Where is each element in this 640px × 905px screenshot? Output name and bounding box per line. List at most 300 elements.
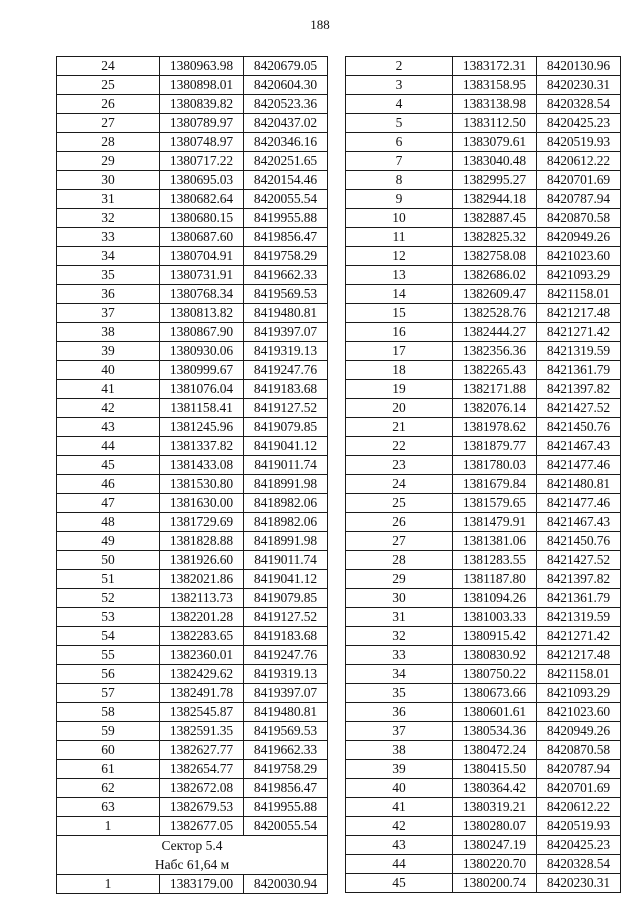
point-number-cell: 56 [57, 665, 160, 684]
x-coordinate-cell: 1382995.27 [453, 171, 537, 190]
table-row [57, 494, 328, 513]
x-coordinate-cell: 1383172.31 [453, 57, 537, 76]
point-number-cell: 42 [57, 399, 160, 418]
table-row [346, 817, 621, 836]
y-coordinate-cell: 8421093.29 [537, 684, 621, 703]
table-row [346, 665, 621, 684]
point-number-cell: 5 [346, 114, 453, 133]
x-coordinate-cell: 1382076.14 [453, 399, 537, 418]
point-number-cell: 21 [346, 418, 453, 437]
point-number-cell: 48 [57, 513, 160, 532]
point-number-cell: 15 [346, 304, 453, 323]
table-row [346, 95, 621, 114]
x-coordinate-cell: 1380768.34 [160, 285, 244, 304]
y-coordinate-cell: 8419041.12 [244, 570, 328, 589]
table-row [57, 95, 328, 114]
x-coordinate-cell: 1380319.21 [453, 798, 537, 817]
point-number-cell: 44 [57, 437, 160, 456]
table-row [346, 532, 621, 551]
x-coordinate-cell: 1380704.91 [160, 247, 244, 266]
y-coordinate-cell: 8421217.48 [537, 304, 621, 323]
x-coordinate-cell: 1382825.32 [453, 228, 537, 247]
point-number-cell: 39 [346, 760, 453, 779]
sector-title: Сектор 5.4 [57, 836, 328, 856]
point-number-cell: 22 [346, 437, 453, 456]
point-number-cell: 35 [346, 684, 453, 703]
table-row [57, 304, 328, 323]
table-row [346, 266, 621, 285]
table-row [346, 684, 621, 703]
point-number-cell: 25 [346, 494, 453, 513]
table-row [346, 513, 621, 532]
x-coordinate-cell: 1380200.74 [453, 874, 537, 893]
point-number-cell: 42 [346, 817, 453, 836]
y-coordinate-cell: 8420701.69 [537, 779, 621, 798]
x-coordinate-cell: 1381076.04 [160, 380, 244, 399]
x-coordinate-cell: 1380364.42 [453, 779, 537, 798]
table-row [346, 608, 621, 627]
y-coordinate-cell: 8421477.46 [537, 456, 621, 475]
y-coordinate-cell: 8420230.31 [537, 76, 621, 95]
table-row [57, 875, 328, 894]
point-number-cell: 23 [346, 456, 453, 475]
y-coordinate-cell: 8421467.43 [537, 513, 621, 532]
y-coordinate-cell: 8419011.74 [244, 551, 328, 570]
y-coordinate-cell: 8421450.76 [537, 418, 621, 437]
table-row [57, 665, 328, 684]
table-row [57, 380, 328, 399]
table-row [346, 304, 621, 323]
y-coordinate-cell: 8420030.94 [244, 875, 328, 894]
point-number-cell: 1 [57, 817, 160, 836]
table-row [57, 570, 328, 589]
table-row [346, 703, 621, 722]
x-coordinate-cell: 1381926.60 [160, 551, 244, 570]
y-coordinate-cell: 8420523.36 [244, 95, 328, 114]
table-row [346, 399, 621, 418]
x-coordinate-cell: 1382627.77 [160, 741, 244, 760]
table-row [57, 418, 328, 437]
point-number-cell: 53 [57, 608, 160, 627]
y-coordinate-cell: 8421397.82 [537, 380, 621, 399]
point-number-cell: 37 [57, 304, 160, 323]
x-coordinate-cell: 1381433.08 [160, 456, 244, 475]
y-coordinate-cell: 8420154.46 [244, 171, 328, 190]
x-coordinate-cell: 1382545.87 [160, 703, 244, 722]
point-number-cell: 40 [346, 779, 453, 798]
point-number-cell: 18 [346, 361, 453, 380]
y-coordinate-cell: 8420328.54 [537, 95, 621, 114]
point-number-cell: 50 [57, 551, 160, 570]
point-number-cell: 38 [346, 741, 453, 760]
table-row [57, 760, 328, 779]
y-coordinate-cell: 8421319.59 [537, 608, 621, 627]
x-coordinate-cell: 1380687.60 [160, 228, 244, 247]
x-coordinate-cell: 1381381.06 [453, 532, 537, 551]
x-coordinate-cell: 1380534.36 [453, 722, 537, 741]
x-coordinate-cell: 1381094.26 [453, 589, 537, 608]
point-number-cell: 2 [346, 57, 453, 76]
table-row [346, 779, 621, 798]
x-coordinate-cell: 1383158.95 [453, 76, 537, 95]
x-coordinate-cell: 1383138.98 [453, 95, 537, 114]
table-row [346, 380, 621, 399]
x-coordinate-cell: 1380280.07 [453, 817, 537, 836]
page-number: 188 [310, 17, 330, 32]
x-coordinate-cell: 1382887.45 [453, 209, 537, 228]
y-coordinate-cell: 8421093.29 [537, 266, 621, 285]
table-row [346, 285, 621, 304]
y-coordinate-cell: 8419079.85 [244, 589, 328, 608]
x-coordinate-cell: 1380731.91 [160, 266, 244, 285]
point-number-cell: 20 [346, 399, 453, 418]
table-row [57, 285, 328, 304]
x-coordinate-cell: 1383079.61 [453, 133, 537, 152]
point-number-cell: 28 [57, 133, 160, 152]
y-coordinate-cell: 8418982.06 [244, 513, 328, 532]
point-number-cell: 47 [57, 494, 160, 513]
x-coordinate-cell: 1381579.65 [453, 494, 537, 513]
table-row [57, 437, 328, 456]
table-row [57, 266, 328, 285]
point-number-cell: 12 [346, 247, 453, 266]
table-row [346, 323, 621, 342]
point-number-cell: 32 [57, 209, 160, 228]
x-coordinate-cell: 1382944.18 [453, 190, 537, 209]
y-coordinate-cell: 8420870.58 [537, 741, 621, 760]
point-number-cell: 41 [346, 798, 453, 817]
point-number-cell: 41 [57, 380, 160, 399]
x-coordinate-cell: 1381003.33 [453, 608, 537, 627]
y-coordinate-cell: 8419079.85 [244, 418, 328, 437]
point-number-cell: 13 [346, 266, 453, 285]
y-coordinate-cell: 8420787.94 [537, 760, 621, 779]
y-coordinate-cell: 8421217.48 [537, 646, 621, 665]
table-row [57, 608, 328, 627]
x-coordinate-cell: 1382113.73 [160, 589, 244, 608]
y-coordinate-cell: 8418991.98 [244, 532, 328, 551]
table-row [57, 57, 328, 76]
point-number-cell: 11 [346, 228, 453, 247]
table-row [346, 722, 621, 741]
x-coordinate-cell: 1382360.01 [160, 646, 244, 665]
x-coordinate-cell: 1382265.43 [453, 361, 537, 380]
x-coordinate-cell: 1380673.66 [453, 684, 537, 703]
point-number-cell: 17 [346, 342, 453, 361]
x-coordinate-cell: 1383112.50 [453, 114, 537, 133]
y-coordinate-cell: 8420251.65 [244, 152, 328, 171]
point-number-cell: 26 [57, 95, 160, 114]
sector-caption-row [57, 855, 328, 875]
point-number-cell: 24 [346, 475, 453, 494]
y-coordinate-cell: 8419758.29 [244, 247, 328, 266]
y-coordinate-cell: 8420701.69 [537, 171, 621, 190]
table-row [57, 152, 328, 171]
point-number-cell: 26 [346, 513, 453, 532]
table-row [346, 361, 621, 380]
point-number-cell: 44 [346, 855, 453, 874]
x-coordinate-cell: 1380472.24 [453, 741, 537, 760]
point-number-cell: 60 [57, 741, 160, 760]
y-coordinate-cell: 8418982.06 [244, 494, 328, 513]
point-number-cell: 31 [346, 608, 453, 627]
table-row [346, 551, 621, 570]
y-coordinate-cell: 8421158.01 [537, 285, 621, 304]
table-row [57, 399, 328, 418]
y-coordinate-cell: 8421271.42 [537, 627, 621, 646]
y-coordinate-cell: 8419856.47 [244, 228, 328, 247]
x-coordinate-cell: 1380717.22 [160, 152, 244, 171]
y-coordinate-cell: 8420425.23 [537, 114, 621, 133]
x-coordinate-cell: 1380247.19 [453, 836, 537, 855]
table-row [57, 114, 328, 133]
table-row [57, 342, 328, 361]
y-coordinate-cell: 8419955.88 [244, 209, 328, 228]
x-coordinate-cell: 1382444.27 [453, 323, 537, 342]
y-coordinate-cell: 8419397.07 [244, 323, 328, 342]
table-row [346, 114, 621, 133]
table-row [57, 323, 328, 342]
point-number-cell: 4 [346, 95, 453, 114]
y-coordinate-cell: 8421361.79 [537, 589, 621, 608]
y-coordinate-cell: 8420437.02 [244, 114, 328, 133]
table-row [57, 361, 328, 380]
y-coordinate-cell: 8420870.58 [537, 209, 621, 228]
point-number-cell: 14 [346, 285, 453, 304]
point-number-cell: 61 [57, 760, 160, 779]
y-coordinate-cell: 8421158.01 [537, 665, 621, 684]
x-coordinate-cell: 1380748.97 [160, 133, 244, 152]
y-coordinate-cell: 8420130.96 [537, 57, 621, 76]
x-coordinate-cell: 1380898.01 [160, 76, 244, 95]
y-coordinate-cell: 8420519.93 [537, 133, 621, 152]
y-coordinate-cell: 8421361.79 [537, 361, 621, 380]
y-coordinate-cell: 8419856.47 [244, 779, 328, 798]
table-row [346, 874, 621, 893]
point-number-cell: 49 [57, 532, 160, 551]
table-row [346, 418, 621, 437]
table-row [57, 741, 328, 760]
y-coordinate-cell: 8419319.13 [244, 342, 328, 361]
y-coordinate-cell: 8420787.94 [537, 190, 621, 209]
point-number-cell: 54 [57, 627, 160, 646]
x-coordinate-cell: 1381879.77 [453, 437, 537, 456]
y-coordinate-cell: 8419011.74 [244, 456, 328, 475]
point-number-cell: 9 [346, 190, 453, 209]
point-number-cell: 30 [346, 589, 453, 608]
x-coordinate-cell: 1380750.22 [453, 665, 537, 684]
table-row [57, 228, 328, 247]
y-coordinate-cell: 8419127.52 [244, 608, 328, 627]
table-row [346, 247, 621, 266]
table-row [346, 437, 621, 456]
y-coordinate-cell: 8421319.59 [537, 342, 621, 361]
table-row [346, 190, 621, 209]
table-row [57, 798, 328, 817]
y-coordinate-cell: 8420612.22 [537, 798, 621, 817]
point-number-cell: 55 [57, 646, 160, 665]
point-number-cell: 58 [57, 703, 160, 722]
y-coordinate-cell: 8421023.60 [537, 247, 621, 266]
x-coordinate-cell: 1380915.42 [453, 627, 537, 646]
x-coordinate-cell: 1380680.15 [160, 209, 244, 228]
table-row [57, 722, 328, 741]
table-row [346, 627, 621, 646]
point-number-cell: 36 [346, 703, 453, 722]
point-number-cell: 59 [57, 722, 160, 741]
y-coordinate-cell: 8419247.76 [244, 646, 328, 665]
y-coordinate-cell: 8420328.54 [537, 855, 621, 874]
x-coordinate-cell: 1380999.67 [160, 361, 244, 380]
x-coordinate-cell: 1382429.62 [160, 665, 244, 684]
y-coordinate-cell: 8419397.07 [244, 684, 328, 703]
point-number-cell: 19 [346, 380, 453, 399]
table-row [57, 703, 328, 722]
point-number-cell: 34 [57, 247, 160, 266]
table-row [57, 532, 328, 551]
x-coordinate-cell: 1382758.08 [453, 247, 537, 266]
y-coordinate-cell: 8419319.13 [244, 665, 328, 684]
x-coordinate-cell: 1382677.05 [160, 817, 244, 836]
point-number-cell: 46 [57, 475, 160, 494]
x-coordinate-cell: 1383040.48 [453, 152, 537, 171]
y-coordinate-cell: 8420230.31 [537, 874, 621, 893]
table-row [346, 760, 621, 779]
y-coordinate-cell: 8420612.22 [537, 152, 621, 171]
y-coordinate-cell: 8421467.43 [537, 437, 621, 456]
point-number-cell: 63 [57, 798, 160, 817]
table-row [346, 342, 621, 361]
table-row [57, 551, 328, 570]
table-row [346, 855, 621, 874]
point-number-cell: 38 [57, 323, 160, 342]
point-number-cell: 51 [57, 570, 160, 589]
table-row [346, 456, 621, 475]
table-row [57, 456, 328, 475]
table-row [57, 133, 328, 152]
point-number-cell: 25 [57, 76, 160, 95]
point-number-cell: 57 [57, 684, 160, 703]
x-coordinate-cell: 1382171.88 [453, 380, 537, 399]
point-number-cell: 43 [57, 418, 160, 437]
point-number-cell: 36 [57, 285, 160, 304]
y-coordinate-cell: 8419758.29 [244, 760, 328, 779]
table-row [346, 133, 621, 152]
x-coordinate-cell: 1380682.64 [160, 190, 244, 209]
x-coordinate-cell: 1381187.80 [453, 570, 537, 589]
x-coordinate-cell: 1382654.77 [160, 760, 244, 779]
sector-caption-row [57, 836, 328, 856]
x-coordinate-cell: 1382491.78 [160, 684, 244, 703]
y-coordinate-cell: 8419480.81 [244, 703, 328, 722]
table-row [346, 646, 621, 665]
point-number-cell: 27 [57, 114, 160, 133]
table-row [346, 570, 621, 589]
point-number-cell: 62 [57, 779, 160, 798]
table-row [346, 836, 621, 855]
x-coordinate-cell: 1380830.92 [453, 646, 537, 665]
x-coordinate-cell: 1380695.03 [160, 171, 244, 190]
x-coordinate-cell: 1381158.41 [160, 399, 244, 418]
x-coordinate-cell: 1381530.80 [160, 475, 244, 494]
point-number-cell: 10 [346, 209, 453, 228]
point-number-cell: 39 [57, 342, 160, 361]
x-coordinate-cell: 1381245.96 [160, 418, 244, 437]
y-coordinate-cell: 8419569.53 [244, 285, 328, 304]
table-row [346, 589, 621, 608]
point-number-cell: 16 [346, 323, 453, 342]
point-number-cell: 34 [346, 665, 453, 684]
y-coordinate-cell: 8421477.46 [537, 494, 621, 513]
y-coordinate-cell: 8420949.26 [537, 722, 621, 741]
point-number-cell: 3 [346, 76, 453, 95]
point-number-cell: 29 [346, 570, 453, 589]
y-coordinate-cell: 8421427.52 [537, 399, 621, 418]
y-coordinate-cell: 8420949.26 [537, 228, 621, 247]
table-row [57, 627, 328, 646]
table-row [57, 817, 328, 836]
y-coordinate-cell: 8419247.76 [244, 361, 328, 380]
point-number-cell: 40 [57, 361, 160, 380]
point-number-cell: 28 [346, 551, 453, 570]
x-coordinate-cell: 1380789.97 [160, 114, 244, 133]
x-coordinate-cell: 1381729.69 [160, 513, 244, 532]
point-number-cell: 37 [346, 722, 453, 741]
table-row [346, 152, 621, 171]
y-coordinate-cell: 8420604.30 [244, 76, 328, 95]
point-number-cell: 31 [57, 190, 160, 209]
point-number-cell: 7 [346, 152, 453, 171]
y-coordinate-cell: 8420425.23 [537, 836, 621, 855]
y-coordinate-cell: 8419183.68 [244, 627, 328, 646]
table-row [57, 247, 328, 266]
x-coordinate-cell: 1382528.76 [453, 304, 537, 323]
table-row [346, 76, 621, 95]
x-coordinate-cell: 1383179.00 [160, 875, 244, 894]
table-row [346, 57, 621, 76]
point-number-cell: 6 [346, 133, 453, 152]
table-row [57, 171, 328, 190]
table-row [57, 475, 328, 494]
x-coordinate-cell: 1382356.36 [453, 342, 537, 361]
x-coordinate-cell: 1382201.28 [160, 608, 244, 627]
x-coordinate-cell: 1380867.90 [160, 323, 244, 342]
x-coordinate-cell: 1382686.02 [453, 266, 537, 285]
sector-subtitle: Набс 61,64 м [57, 855, 328, 875]
point-number-cell: 32 [346, 627, 453, 646]
point-number-cell: 45 [57, 456, 160, 475]
y-coordinate-cell: 8420679.05 [244, 57, 328, 76]
y-coordinate-cell: 8419955.88 [244, 798, 328, 817]
point-number-cell: 29 [57, 152, 160, 171]
x-coordinate-cell: 1381283.55 [453, 551, 537, 570]
table-row [346, 475, 621, 494]
y-coordinate-cell: 8419480.81 [244, 304, 328, 323]
x-coordinate-cell: 1381630.00 [160, 494, 244, 513]
x-coordinate-cell: 1380813.82 [160, 304, 244, 323]
point-number-cell: 45 [346, 874, 453, 893]
table-row [346, 209, 621, 228]
x-coordinate-cell: 1382679.53 [160, 798, 244, 817]
table-row [57, 646, 328, 665]
coordinates-table-left [56, 56, 328, 894]
x-coordinate-cell: 1380415.50 [453, 760, 537, 779]
x-coordinate-cell: 1382672.08 [160, 779, 244, 798]
y-coordinate-cell: 8421397.82 [537, 570, 621, 589]
x-coordinate-cell: 1381780.03 [453, 456, 537, 475]
coordinates-table-right [345, 56, 621, 893]
y-coordinate-cell: 8420055.54 [244, 817, 328, 836]
